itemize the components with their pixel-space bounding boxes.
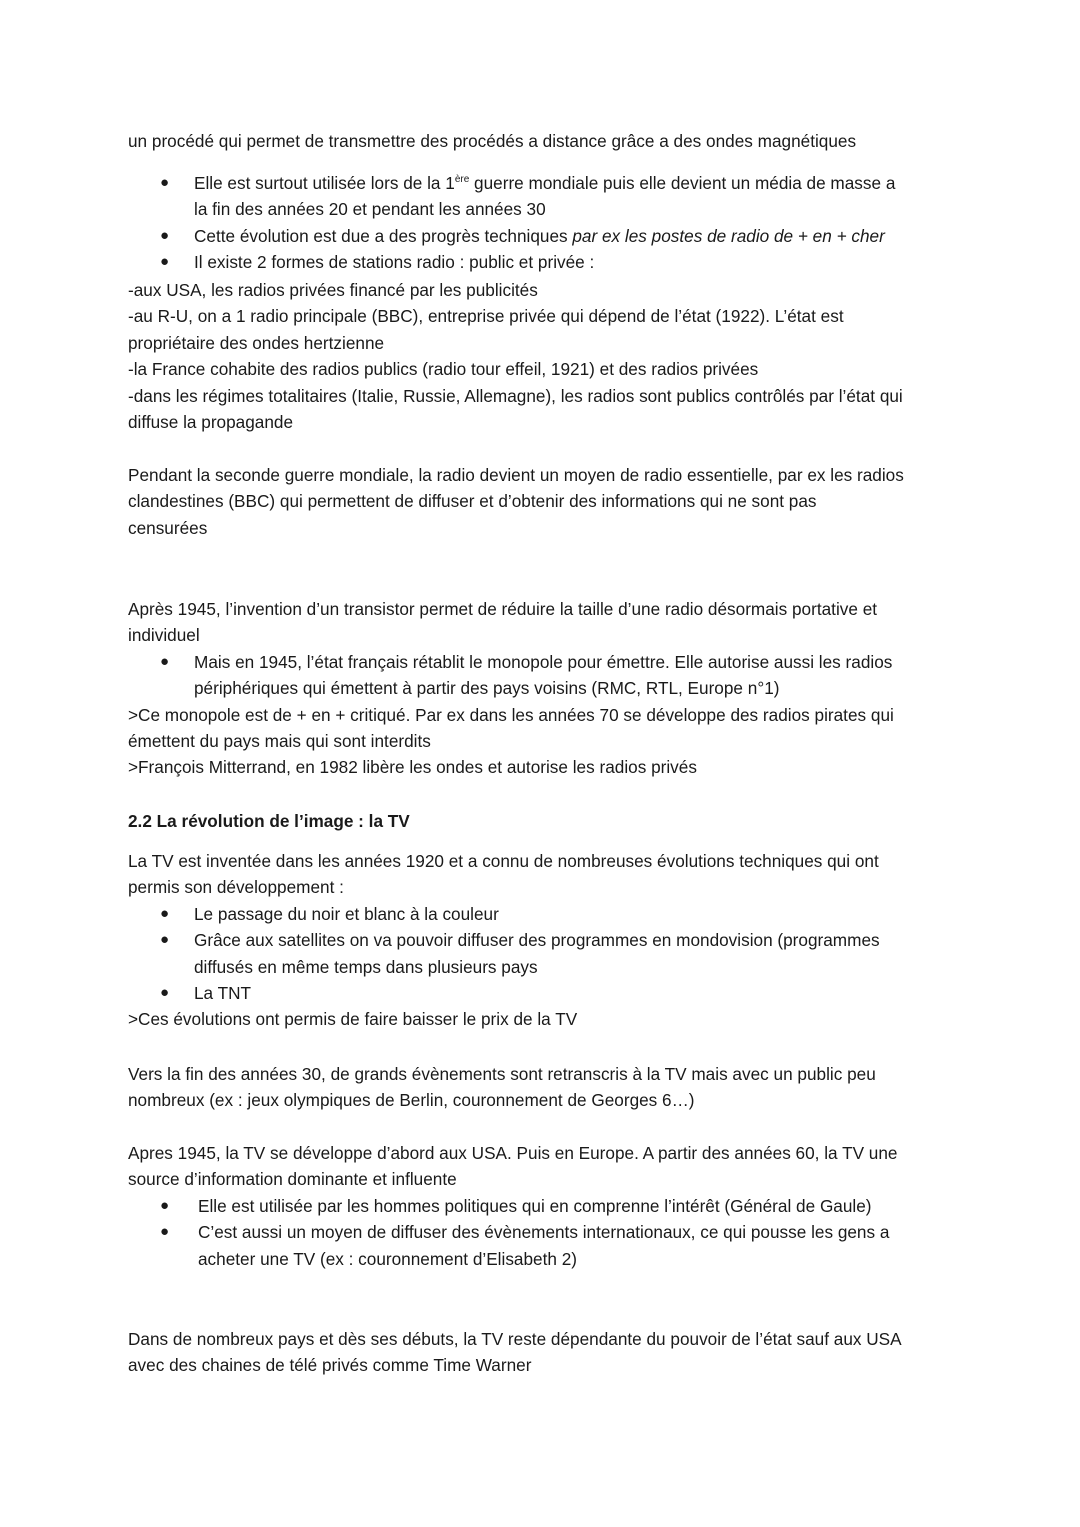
text-line: -la France cohabite des radios publics (radio tour effeil, 1921) et des radios privées [128, 359, 759, 380]
text-line: permis son développement : [128, 877, 344, 898]
superscript: ère [454, 174, 470, 185]
text-line: source d’information dominante et influente [128, 1169, 457, 1190]
text-line: Dans de nombreux pays et dès ses débuts, la TV reste dépendante du pouvoir de l’état sauf aux USA [128, 1329, 902, 1349]
bullet-icon: ● [160, 652, 170, 670]
list-item [128, 901, 968, 927]
thirties-paragraph [128, 1061, 968, 1114]
text-line: émettent du pays mais qui sont interdits [128, 731, 431, 752]
list-item [128, 170, 968, 196]
text-line: >Ce monopole est de + en + critiqué. Par ex dans les années 70 se développe des radios pirates qui [128, 704, 894, 725]
text-span: Mais en 1945, l’état français rétablit le monopole pour émettre. Elle autorise aussi les radios [194, 651, 893, 672]
text-line: -au R-U, on a 1 radio principale (BBC), entreprise privée qui dépend de l’état (1922). L’état est [128, 306, 844, 327]
text-span: Il existe 2 formes de stations radio : public et privée : [194, 252, 595, 273]
text-line: Vers la fin des années 30, de grands évènements sont retranscris à la TV mais avec un public peu [128, 1064, 876, 1084]
text-line: >Ces évolutions ont permis de faire baisser le prix de la TV [128, 1009, 578, 1030]
ww2-paragraph [128, 462, 968, 541]
list-item-continuation: périphériques qui émettent à partir des pays voisins (RMC, RTL, Europe n°1) [194, 678, 780, 699]
text-line: diffuse la propagande [128, 412, 294, 433]
text-span: Cette évolution est due a des progrès techniques [194, 225, 573, 246]
list-item [128, 927, 968, 953]
bullet-icon: ● [160, 1223, 170, 1241]
list-item [128, 1193, 968, 1219]
text-span: C’est aussi un moyen de diffuser des évènements internationaux, ce qui pousse les gens a [198, 1222, 890, 1243]
text-span: Le passage du noir et blanc à la couleur [194, 903, 499, 924]
text-span: Grâce aux satellites on va pouvoir diffuser des programmes en mondovision (programmes [194, 930, 880, 951]
bullet-icon: ● [160, 984, 170, 1002]
text-line: un procédé qui permet de transmettre des procédés a distance grâce a des ondes magnétiques [128, 131, 857, 151]
bullet-icon: ● [160, 904, 170, 922]
text-line: -dans les régimes totalitaires (Italie, Russie, Allemagne), les radios sont publics contrôlés par l’état qui [128, 385, 903, 406]
list-item [128, 249, 968, 275]
list-item-continuation: la fin des années 20 et pendant les années 30 [194, 199, 546, 220]
text-line: propriétaire des ondes hertzienne [128, 332, 385, 353]
text-span: La TNT [194, 983, 251, 1004]
text-line: Après 1945, l’invention d’un transistor permet de réduire la taille d’une radio désormais portative et [128, 599, 878, 619]
bullet-icon: ● [160, 1196, 170, 1214]
intro-paragraph [128, 128, 968, 154]
final-paragraph [128, 1326, 968, 1379]
bullet-icon: ● [160, 253, 170, 271]
text-span: guerre mondiale puis elle devient un média de masse a [469, 173, 896, 193]
bullet-icon: ● [160, 174, 170, 191]
tv-paragraph [128, 848, 968, 1033]
list-item-continuation: acheter une TV (ex : couronnement d’Elisabeth 2) [198, 1248, 577, 1269]
list-item [128, 223, 968, 249]
text-line: Pendant la seconde guerre mondiale, la radio devient un moyen de radio essentielle, par ex les radios [128, 465, 904, 485]
text-span: Elle est utilisée par les hommes politiques qui en comprenne l’intérêt (Général de Gaule) [198, 1195, 872, 1216]
bullet-icon: ● [160, 931, 170, 949]
text-line: La TV est inventée dans les années 1920 et a connu de nombreuses évolutions techniques qui ont [128, 851, 879, 871]
text-line: Apres 1945, la TV se développe d’abord aux USA. Puis en Europe. A partir des années 60, la TV une [128, 1143, 898, 1163]
text-line: nombreux (ex : jeux olympiques de Berlin, couronnement de Georges 6…) [128, 1090, 695, 1111]
text-line: avec des chaines de télé privés comme Time Warner [128, 1355, 532, 1376]
bullet-icon: ● [160, 226, 170, 244]
radio-country-list [128, 277, 968, 435]
list-item-continuation: diffusés en même temps dans plusieurs pays [194, 956, 538, 977]
text-line: clandestines (BBC) qui permettent de diffuser et d’obtenir des informations qui ne sont pas [128, 491, 817, 512]
italic-text: par ex les postes de radio de + en + cher [572, 225, 885, 246]
list-item [128, 1219, 968, 1245]
text-line: >François Mitterrand, en 1982 libère les ondes et autorise les radios privés [128, 757, 697, 778]
post-1945-paragraph [128, 596, 968, 781]
text-line: -aux USA, les radios privées financé par les publicités [128, 280, 538, 300]
list-item [128, 649, 968, 675]
section-heading: 2.2 La révolution de l’image : la TV [128, 811, 410, 831]
list-item [128, 980, 968, 1006]
radio-bullet-list [128, 170, 968, 276]
text-line: censurées [128, 517, 208, 538]
tv-post-1945-paragraph [128, 1140, 968, 1272]
text-span: Elle est surtout utilisée lors de la 1 [194, 173, 455, 193]
text-line: individuel [128, 625, 200, 646]
